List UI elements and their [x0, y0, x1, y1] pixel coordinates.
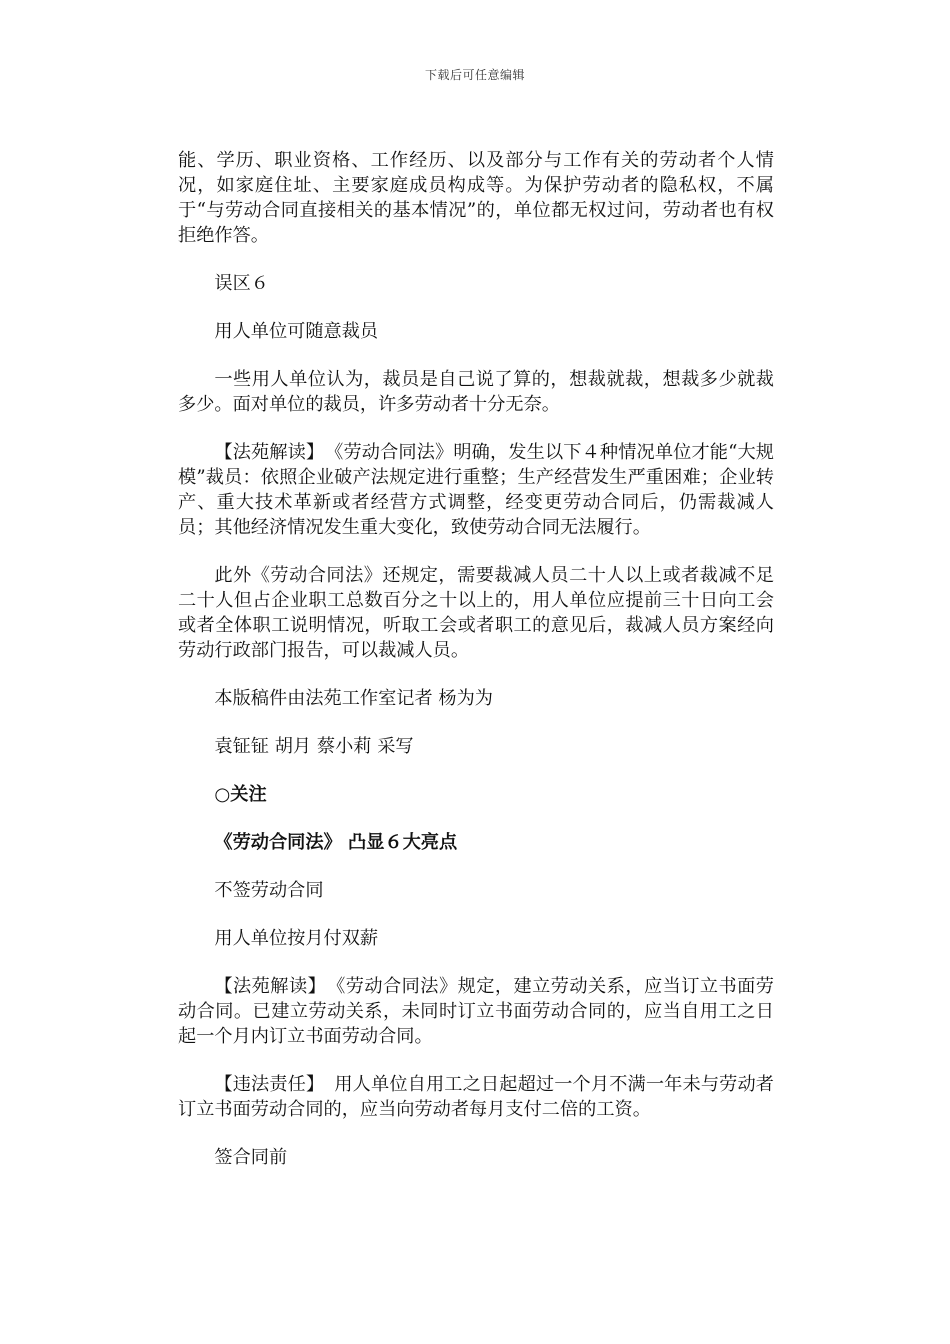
section-heading-layoffs: 用人单位可随意裁员	[214, 321, 379, 342]
subheading-double-pay: 用人单位按月付双薪	[214, 928, 379, 949]
paragraph-layoff-procedure: 此外《劳动合同法》还规定，需要裁减人员二十人以上或者裁减不足二十人但占企业职工总数百分之十以上的，用人单位应提前三十日向工会或者全体职工说明情况，听取工会或者职工的意见后，裁减人员方案经向劳动行政部门报告，可以裁减人员。	[178, 565, 774, 661]
document-body	[178, 148, 774, 1170]
section-focus-label: ○关注	[214, 784, 267, 805]
section-heading-highlights: 《劳动合同法》 凸显６大亮点	[214, 832, 458, 853]
section-label-misconception-6: 误区６	[214, 273, 269, 294]
interpretation-text: 《劳动合同法》规定，建立劳动关系，应当订立书面劳动合同。已建立劳动关系，未同时订立书面劳动合同的，应当自用工之日起一个月内订立书面劳动合同。	[178, 976, 774, 1047]
subheading-before-signing: 签合同前	[214, 1147, 288, 1168]
subheading-no-contract: 不签劳动合同	[214, 880, 324, 901]
interpretation-tag: 【法苑解读】	[214, 976, 327, 997]
byline-writers: 袁钲钲 胡月 蔡小莉 采写	[214, 736, 414, 757]
paragraph-legal-interpretation-contract	[178, 974, 774, 1049]
paragraph-legal-liability	[178, 1072, 774, 1122]
byline-reporter: 本版稿件由法苑工作室记者 杨为为	[214, 688, 493, 709]
page-header: 下载后可任意编辑	[424, 68, 525, 82]
liability-text: 用人单位自用工之日起超过一个月不满一年未与劳动者订立书面劳动合同的，应当向劳动者每月支付二倍的工资。	[178, 1074, 774, 1120]
interpretation-tag: 【法苑解读】	[214, 442, 325, 463]
liability-tag: 【违法责任】	[214, 1074, 325, 1095]
paragraph-legal-interpretation-layoffs	[178, 440, 774, 540]
paragraph-personal-info: 能、学历、职业资格、工作经历、以及部分与工作有关的劳动者个人情况，如家庭住址、主要家庭成员构成等。为保护劳动者的隐私权，不属于“与劳动合同直接相关的基本情况”的，单位都无权过问，劳动者也有权拒绝作答。	[178, 150, 774, 246]
interpretation-text: 《劳动合同法》明确，发生以下４种情况单位才能“大规模”裁员：依照企业破产法规定进行重整；生产经营发生严重困难；企业转产、重大技术革新或者经营方式调整，经变更劳动合同后，仍需裁减人员；其他经济情况发生重大变化，致使劳动合同无法履行。	[178, 442, 774, 538]
paragraph-layoff-views: 一些用人单位认为，裁员是自己说了算的，想裁就裁，想裁多少就裁多少。面对单位的裁员，许多劳动者十分无奈。	[178, 369, 774, 415]
